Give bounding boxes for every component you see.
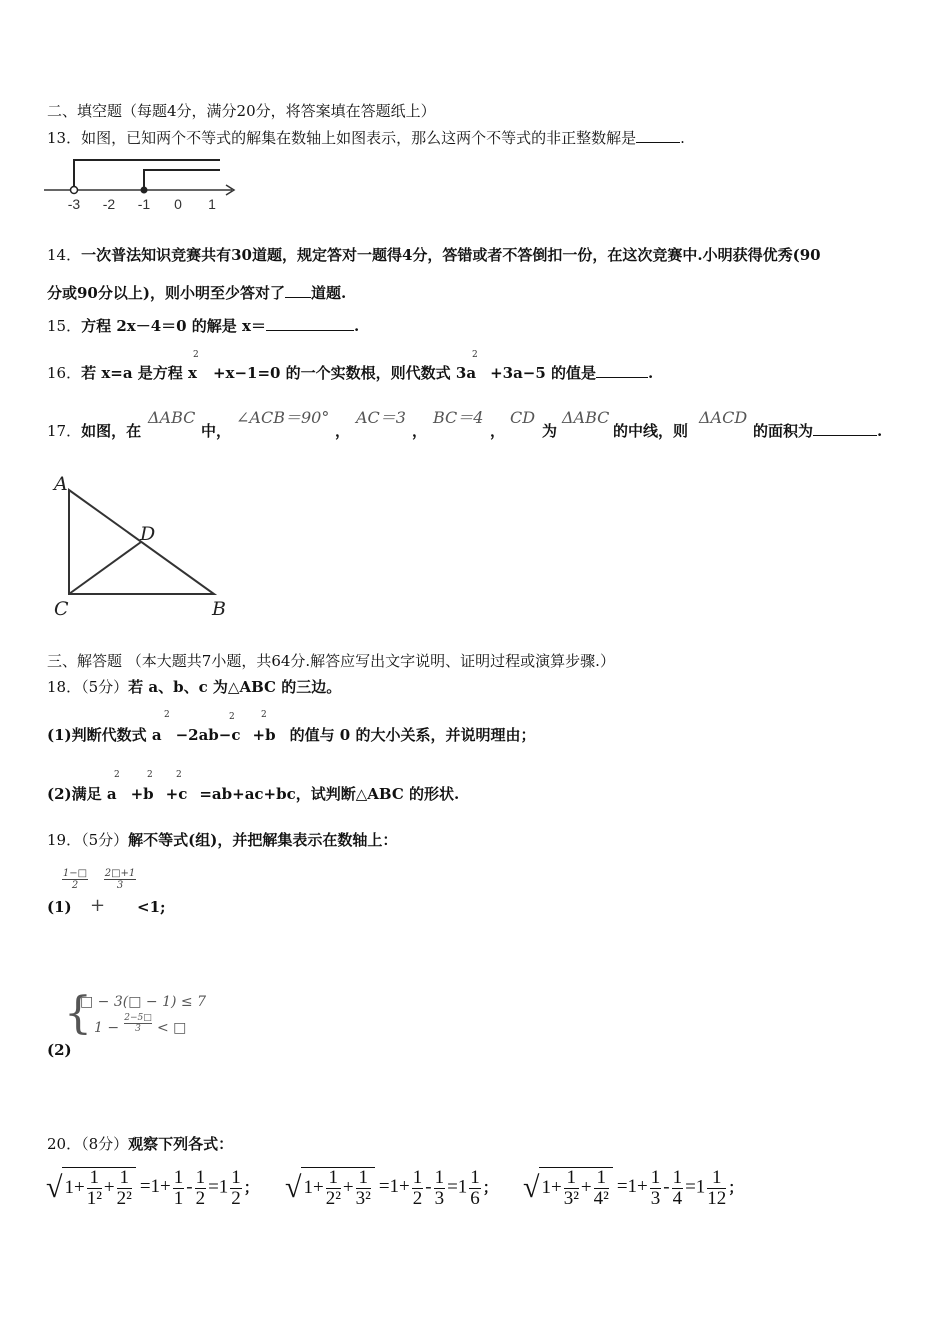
q19-p1-f1-den: 2	[71, 880, 79, 891]
math-token: =1+	[139, 1176, 171, 1198]
question-15	[47, 316, 359, 336]
q19-p2-row1-text: □ − 3(□ − 1) ≤ 7	[80, 994, 206, 1010]
q18-p1-b: −2ab−c	[175, 726, 241, 744]
q17-math-bc: BC＝4	[433, 408, 484, 427]
q19-p1-f1-num: 1−□	[62, 868, 88, 879]
fraction-denominator: 1	[173, 1187, 184, 1209]
q20-eq3-radicand: 1+ $\frac{1}{\text{3²}}$ + $\frac{1}{\text{4²}}$	[539, 1167, 612, 1209]
q20-number: 20．	[47, 1135, 82, 1153]
q15-answer-blank[interactable]	[266, 316, 354, 331]
q20-equation-2	[285, 1167, 498, 1209]
q18-p1-a: (1)判断代数式 a	[47, 726, 162, 744]
fraction	[594, 1168, 609, 1209]
q20-eq1-radicand: 1+ $\frac{1}{\text{1²}}$ + $\frac{1}{\text{2²}}$	[62, 1167, 135, 1209]
q18-p2-b: +b	[130, 785, 154, 803]
fraction	[117, 1168, 132, 1209]
fraction	[564, 1168, 579, 1209]
fraction-denominator: 3²	[563, 1188, 579, 1209]
math-token: -	[663, 1176, 670, 1198]
fraction	[173, 1168, 185, 1209]
q19-p1-plus: +	[90, 895, 106, 916]
fraction-numerator: 1	[434, 1166, 445, 1188]
fraction	[87, 1168, 102, 1209]
q17-part5-text: 的面积为	[753, 422, 814, 440]
q13-text: 如图，已知两个不等式的解集在数轴上如图表示，那么这两个不等式的非正整数解是	[81, 129, 637, 147]
q20-eq3-r: 1+	[541, 1176, 562, 1198]
q17-answer-blank[interactable]	[813, 421, 877, 436]
math-token: ；	[728, 1180, 744, 1197]
fraction-denominator: 3²	[355, 1188, 371, 1209]
fraction	[326, 1168, 341, 1209]
fraction	[356, 1168, 371, 1209]
fraction-numerator: 1	[672, 1166, 683, 1188]
median-cd	[69, 542, 141, 594]
q17-comma: ，	[412, 422, 428, 440]
q18-number: 18．	[47, 678, 82, 696]
q18-score: （5分）	[81, 678, 129, 696]
q18-p2-a: (2)满足 a	[47, 785, 117, 803]
q13-number-line-figure	[40, 154, 240, 216]
solution-range-right	[144, 170, 220, 190]
math-token: =1	[685, 1176, 706, 1198]
q18-exponent: 2	[261, 710, 267, 720]
axis-label: -2	[102, 196, 116, 212]
q18-exponent: 2	[114, 770, 120, 780]
q17-part2: 中，	[201, 422, 232, 440]
q17-part1: 如图，在	[81, 422, 142, 440]
math-token: -	[186, 1176, 193, 1198]
fraction-denominator: 2	[412, 1187, 423, 1209]
q18-p1-c: +b	[252, 726, 276, 744]
question-14-line2	[47, 283, 346, 303]
fraction-numerator: 1	[173, 1166, 184, 1188]
math-token: -	[425, 1176, 432, 1198]
math-token: √	[523, 1171, 540, 1204]
math-token: ；	[482, 1180, 498, 1197]
question-20	[47, 1134, 233, 1154]
q17-math-triangle-abc: ΔABC	[148, 408, 196, 427]
fraction-denominator: 2²	[325, 1188, 341, 1209]
q16-answer-blank[interactable]	[596, 363, 648, 378]
q13-number: 13．	[47, 129, 82, 147]
q14-text-line1: 一次普法知识竞赛共有30道题，规定答对一题得4分，答错或者不答倒扣一份，在这次竞赛中.小明获得优秀(90	[81, 246, 821, 264]
q15-end: .	[353, 317, 360, 335]
q16-part3: +3a−5 的值是	[490, 364, 597, 382]
fraction-numerator: 1	[231, 1166, 241, 1188]
fraction-denominator: 12	[707, 1187, 727, 1209]
fraction	[434, 1168, 446, 1209]
fraction-numerator: 1	[564, 1168, 579, 1189]
q20-score: （8分）	[81, 1135, 129, 1153]
q18-part1	[47, 725, 535, 745]
q18-exponent: 2	[229, 712, 235, 722]
q18-stem: 若 a、b、c 为△ABC 的三边。	[128, 678, 342, 696]
axis-label: 0	[174, 196, 182, 212]
vertex-label-c: C	[54, 598, 69, 620]
fraction-denominator: 4²	[593, 1188, 609, 1209]
q16-exponent: 2	[472, 350, 478, 360]
axis-label: -1	[137, 196, 151, 212]
fraction	[469, 1168, 481, 1209]
fraction-numerator: 1	[326, 1168, 341, 1189]
section3-heading: 三、解答题 （本大题共7小题，共64分.解答应写出文字说明、证明过程或演算步骤.）	[47, 652, 615, 670]
fraction	[650, 1168, 662, 1209]
math-token: =1	[447, 1176, 468, 1198]
q14-number: 14．	[47, 246, 82, 264]
math-token: =1	[208, 1176, 229, 1198]
q19-p1-f2-num: 2□+1	[104, 868, 136, 879]
fraction-numerator: 1	[412, 1166, 423, 1188]
q16-number: 16．	[47, 364, 82, 382]
fraction-numerator: 1	[707, 1168, 726, 1189]
q16-exponent: 2	[193, 350, 199, 360]
vertex-label-b: B	[212, 598, 226, 620]
vertex-label-a: A	[54, 473, 68, 495]
q19-p2-frac-den: 3	[135, 1024, 141, 1034]
solution-range-left	[74, 160, 220, 190]
q19-p2-label: (2)	[47, 1041, 72, 1059]
q17-part5	[753, 421, 882, 441]
fraction-numerator: 1	[87, 1168, 102, 1189]
q19-p2-frac-num: 2−5□	[124, 1013, 152, 1023]
q18-p2-c: +c	[165, 785, 188, 803]
q17-part4: 的中线，则	[613, 422, 689, 440]
q18-exponent: 2	[147, 770, 153, 780]
q20-eq2-radicand: 1+ $\frac{1}{\text{2²}}$ + $\frac{1}{\text{3²}}$	[301, 1167, 374, 1209]
fraction-numerator: 1	[195, 1166, 206, 1188]
math-token: √	[46, 1171, 63, 1204]
q17-triangle-figure	[48, 470, 233, 620]
q18-exponent: 2	[164, 710, 170, 720]
q15-text: 方程 2x－4＝0 的解是 x＝	[81, 317, 266, 335]
q18-part2	[47, 784, 459, 804]
q19-p1-fraction2	[104, 868, 136, 891]
vertex-label-d: D	[140, 523, 156, 545]
q17-comma: ，	[335, 422, 351, 440]
q13-answer-blank[interactable]	[636, 128, 680, 143]
math-token: =1+	[616, 1176, 648, 1198]
q17-math-ac: AC＝3	[356, 408, 406, 427]
q14-text-line2b: 道题.	[310, 284, 347, 302]
q17-math-cd: CD	[510, 408, 536, 427]
q17-part3: 为	[542, 422, 558, 440]
q20-eq2-r: 1+	[303, 1176, 324, 1198]
fraction-denominator: 3	[650, 1187, 661, 1209]
q17-math-triangle-acd: ΔACD	[699, 408, 748, 427]
q17-comma: ，	[490, 422, 506, 440]
fraction-denominator: 1²	[86, 1188, 102, 1209]
math-token: =1+	[378, 1176, 410, 1198]
q19-brace: {	[64, 988, 92, 1039]
q18-p2-d: =ab+ac+bc，试判断△ABC 的形状.	[199, 785, 460, 803]
fraction-denominator: 3	[434, 1187, 445, 1209]
fraction	[412, 1168, 424, 1209]
q13-end: .	[680, 129, 685, 147]
q17-number: 17．	[47, 422, 82, 440]
q19-p1-f2-den: 3	[116, 880, 124, 891]
q19-score: （5分）	[81, 831, 129, 849]
question-13	[47, 128, 685, 148]
q19-p1-fraction1	[62, 868, 88, 891]
q19-p2-fraction	[124, 1013, 152, 1034]
math-token: ；	[243, 1180, 259, 1197]
fraction	[672, 1168, 684, 1209]
fraction	[195, 1168, 207, 1209]
fraction-numerator: 1	[650, 1166, 661, 1188]
fraction-numerator: 1	[356, 1168, 371, 1189]
open-point-neg3	[71, 187, 78, 194]
question-18	[47, 677, 341, 697]
question-17	[47, 421, 141, 441]
q19-p2-row2b: < □	[157, 1020, 187, 1036]
question-14-line1	[47, 245, 821, 265]
q20-eq1-r: 1+	[64, 1176, 85, 1198]
section2-heading: 二、填空题（每题4分，满分20分，将答案填在答题纸上）	[47, 102, 436, 120]
fraction-numerator: 1	[594, 1168, 609, 1189]
q17-math-angle: ∠ACB＝90°	[236, 408, 330, 427]
q19-stem: 解不等式(组)，并把解集表示在数轴上：	[128, 831, 398, 849]
question-19	[47, 830, 397, 850]
fraction-denominator: 2	[195, 1187, 206, 1209]
q20-equation-3	[523, 1167, 743, 1209]
fraction-numerator: 1	[117, 1168, 132, 1189]
q15-number: 15．	[47, 317, 82, 335]
fraction-denominator: 2	[231, 1187, 241, 1209]
axis-label: 1	[208, 196, 216, 212]
closed-point-neg1	[141, 187, 148, 194]
q17-end: .	[877, 422, 883, 440]
fraction-numerator: 1	[470, 1166, 480, 1188]
fraction-denominator: 2²	[116, 1188, 132, 1209]
question-16	[47, 363, 653, 383]
fraction	[707, 1168, 726, 1209]
q16-part2: +x−1=0 的一个实数根，则代数式 3a	[212, 364, 477, 382]
fraction-denominator: 4	[672, 1187, 683, 1209]
fraction	[230, 1168, 242, 1209]
q20-equation-1	[46, 1167, 259, 1209]
q17-math-triangle-abc-2: ΔABC	[562, 408, 610, 427]
q18-exponent: 2	[176, 770, 182, 780]
q19-p1-tail: <1;	[137, 898, 166, 916]
axis-label: -3	[67, 196, 81, 212]
q19-p1-label: (1)	[47, 898, 72, 916]
q18-p1-d: 的值与 0 的大小关系，并说明理由；	[289, 726, 536, 744]
q14-text-line2a: 分或90分以上)，则小明至少答对了	[47, 284, 285, 302]
math-token: √	[285, 1171, 302, 1204]
q14-answer-blank[interactable]	[285, 283, 311, 298]
q19-number: 19．	[47, 831, 82, 849]
q20-stem: 观察下列各式：	[128, 1135, 234, 1153]
fraction-denominator: 6	[470, 1187, 480, 1209]
q19-p2-row2a: 1 −	[94, 1020, 120, 1036]
q16-end: .	[648, 364, 654, 382]
q16-part1: 若 x=a 是方程 x	[81, 364, 197, 382]
